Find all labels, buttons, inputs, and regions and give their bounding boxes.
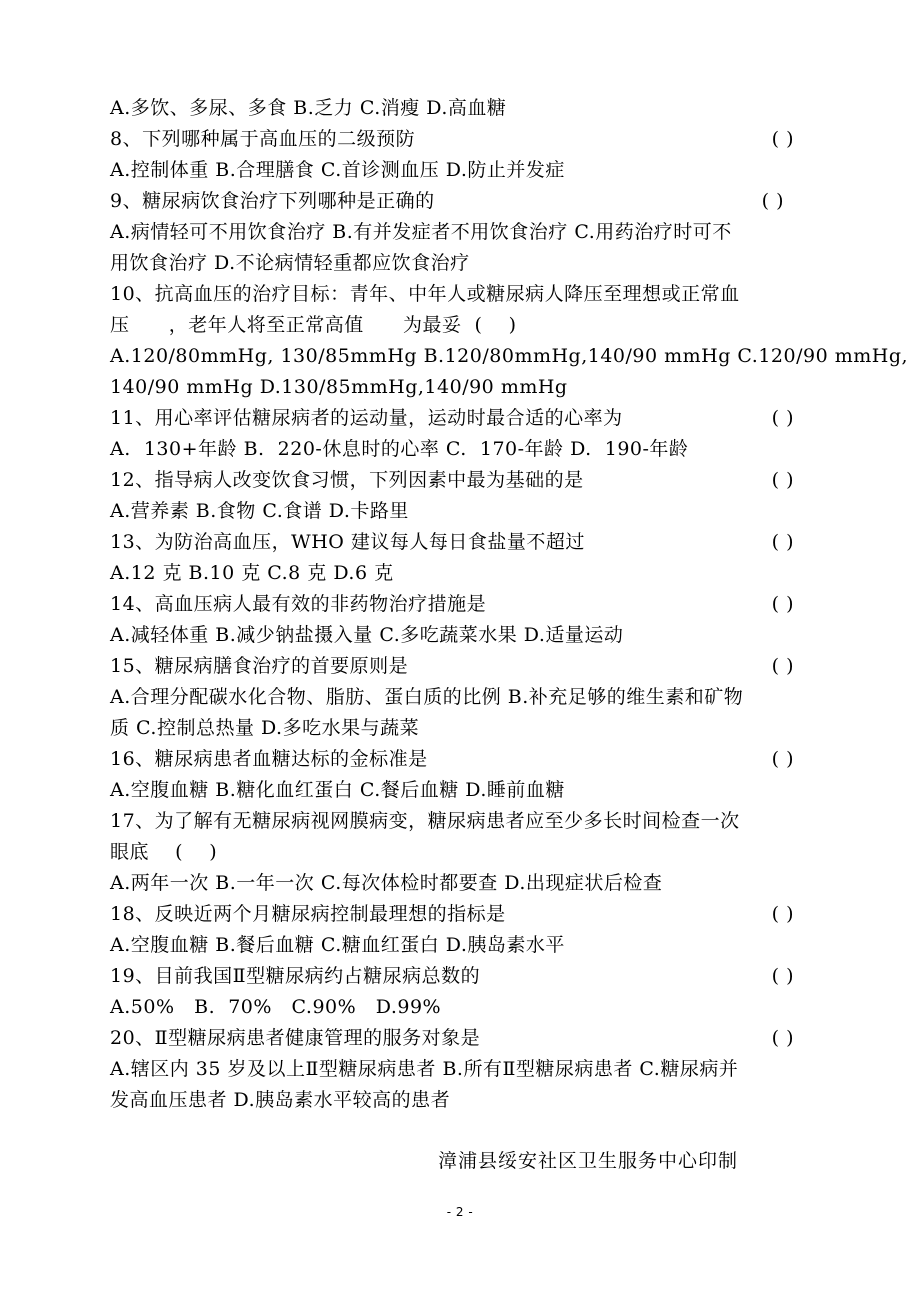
answer-blank: ( ) [771,593,794,615]
text-line: A.控制体重 B.合理膳食 C.首诊测血压 D.防止并发症 [110,159,565,181]
question-list [110,93,909,1116]
question-line: 12、指导病人改变饮食习惯，下列因素中最为基础的是 ( ) [110,465,812,496]
answer-blank: ( ) [771,469,794,491]
question-line: 14、高血压病人最有效的非药物治疗措施是 ( ) [110,589,812,620]
text-line: 眼底 ( ) [110,841,218,863]
question-line: 18、反映近两个月糖尿病控制最理想的指标是 ( ) [110,899,812,930]
answer-blank: ( ) [771,903,794,925]
text-line: A.多饮、多尿、多食 B.乏力 C.消瘦 D.高血糖 [110,97,507,119]
answer-blank: ( ) [761,190,784,212]
answer-blank: ( ) [771,655,794,677]
answer-blank: ( ) [771,1027,794,1049]
text-line: A.120/80mmHg, 130/85mmHg B.120/80mmHg,140/90 mmHg C.120/90 mmHg, [110,345,909,367]
question-line: 13、为防治高血压，WHO 建议每人每日食盐量不超过 ( ) [110,527,812,558]
text-line: A.50% B. 70% C.90% D.99% [110,996,442,1018]
text-line: A.辖区内 35 岁及以上Ⅱ型糖尿病患者 B.所有Ⅱ型糖尿病患者 C.糖尿病并 [110,1058,739,1080]
answer-blank: ( ) [771,748,794,770]
question-line: 9、糖尿病饮食治疗下列哪种是正确的 ( ) [110,186,812,217]
question-line: 15、糖尿病膳食治疗的首要原则是 ( ) [110,651,812,682]
answer-blank: ( ) [771,531,794,553]
question-line: 11、用心率评估糖尿病者的运动量，运动时最合适的心率为 ( ) [110,403,812,434]
text-line: A.空腹血糖 B.餐后血糖 C.糖血红蛋白 D.胰岛素水平 [110,934,565,956]
text-line: 发高血压患者 D.胰岛素水平较高的患者 [110,1089,451,1111]
text-line: A.两年一次 B.一年一次 C.每次体检时都要查 D.出现症状后检查 [110,872,663,894]
publisher-footer: 漳浦县绥安社区卫生服务中心印制 [438,1150,739,1172]
text-line: A.病情轻可不用饮食治疗 B.有并发症者不用饮食治疗 C.用药治疗时可不 [110,221,732,243]
answer-blank: ( ) [771,965,794,987]
text-line: 140/90 mmHg D.130/85mmHg,140/90 mmHg [110,376,568,398]
text-line: A. 130+年龄 B. 220-休息时的心率 C. 170-年龄 D. 190-年龄 [110,438,689,460]
text-line: 17、为了解有无糖尿病视网膜病变，糖尿病患者应至少多长时间检查一次 [110,810,740,832]
text-line: 用饮食治疗 D.不论病情轻重都应饮食治疗 [110,252,470,274]
question-line: 19、目前我国Ⅱ型糖尿病约占糖尿病总数的 ( ) [110,961,812,992]
question-line: 20、Ⅱ型糖尿病患者健康管理的服务对象是 ( ) [110,1023,812,1054]
answer-blank: ( ) [771,128,794,150]
text-line: 质 C.控制总热量 D.多吃水果与蔬菜 [110,717,420,739]
question-line: 16、糖尿病患者血糖达标的金标准是 ( ) [110,744,812,775]
text-line: A.合理分配碳水化合物、脂肪、蛋白质的比例 B.补充足够的维生素和矿物 [110,686,744,708]
answer-blank: ( ) [771,407,794,429]
question-line: 8、下列哪种属于高血压的二级预防 ( ) [110,124,812,155]
text-line: A.12 克 B.10 克 C.8 克 D.6 克 [110,562,394,584]
page-number: - 2 - [446,1205,474,1219]
text-line: 压 ，老年人将至正常高值 为最妥 ( ) [110,314,517,336]
text-line: 10、抗高血压的治疗目标：青年、中年人或糖尿病人降压至理想或正常血 [110,283,740,305]
text-line: A.空腹血糖 B.糖化血红蛋白 C.餐后血糖 D.睡前血糖 [110,779,565,801]
text-line: A.减轻体重 B.减少钠盐摄入量 C.多吃蔬菜水果 D.适量运动 [110,624,624,646]
text-line: A.营养素 B.食物 C.食谱 D.卡路里 [110,500,409,522]
